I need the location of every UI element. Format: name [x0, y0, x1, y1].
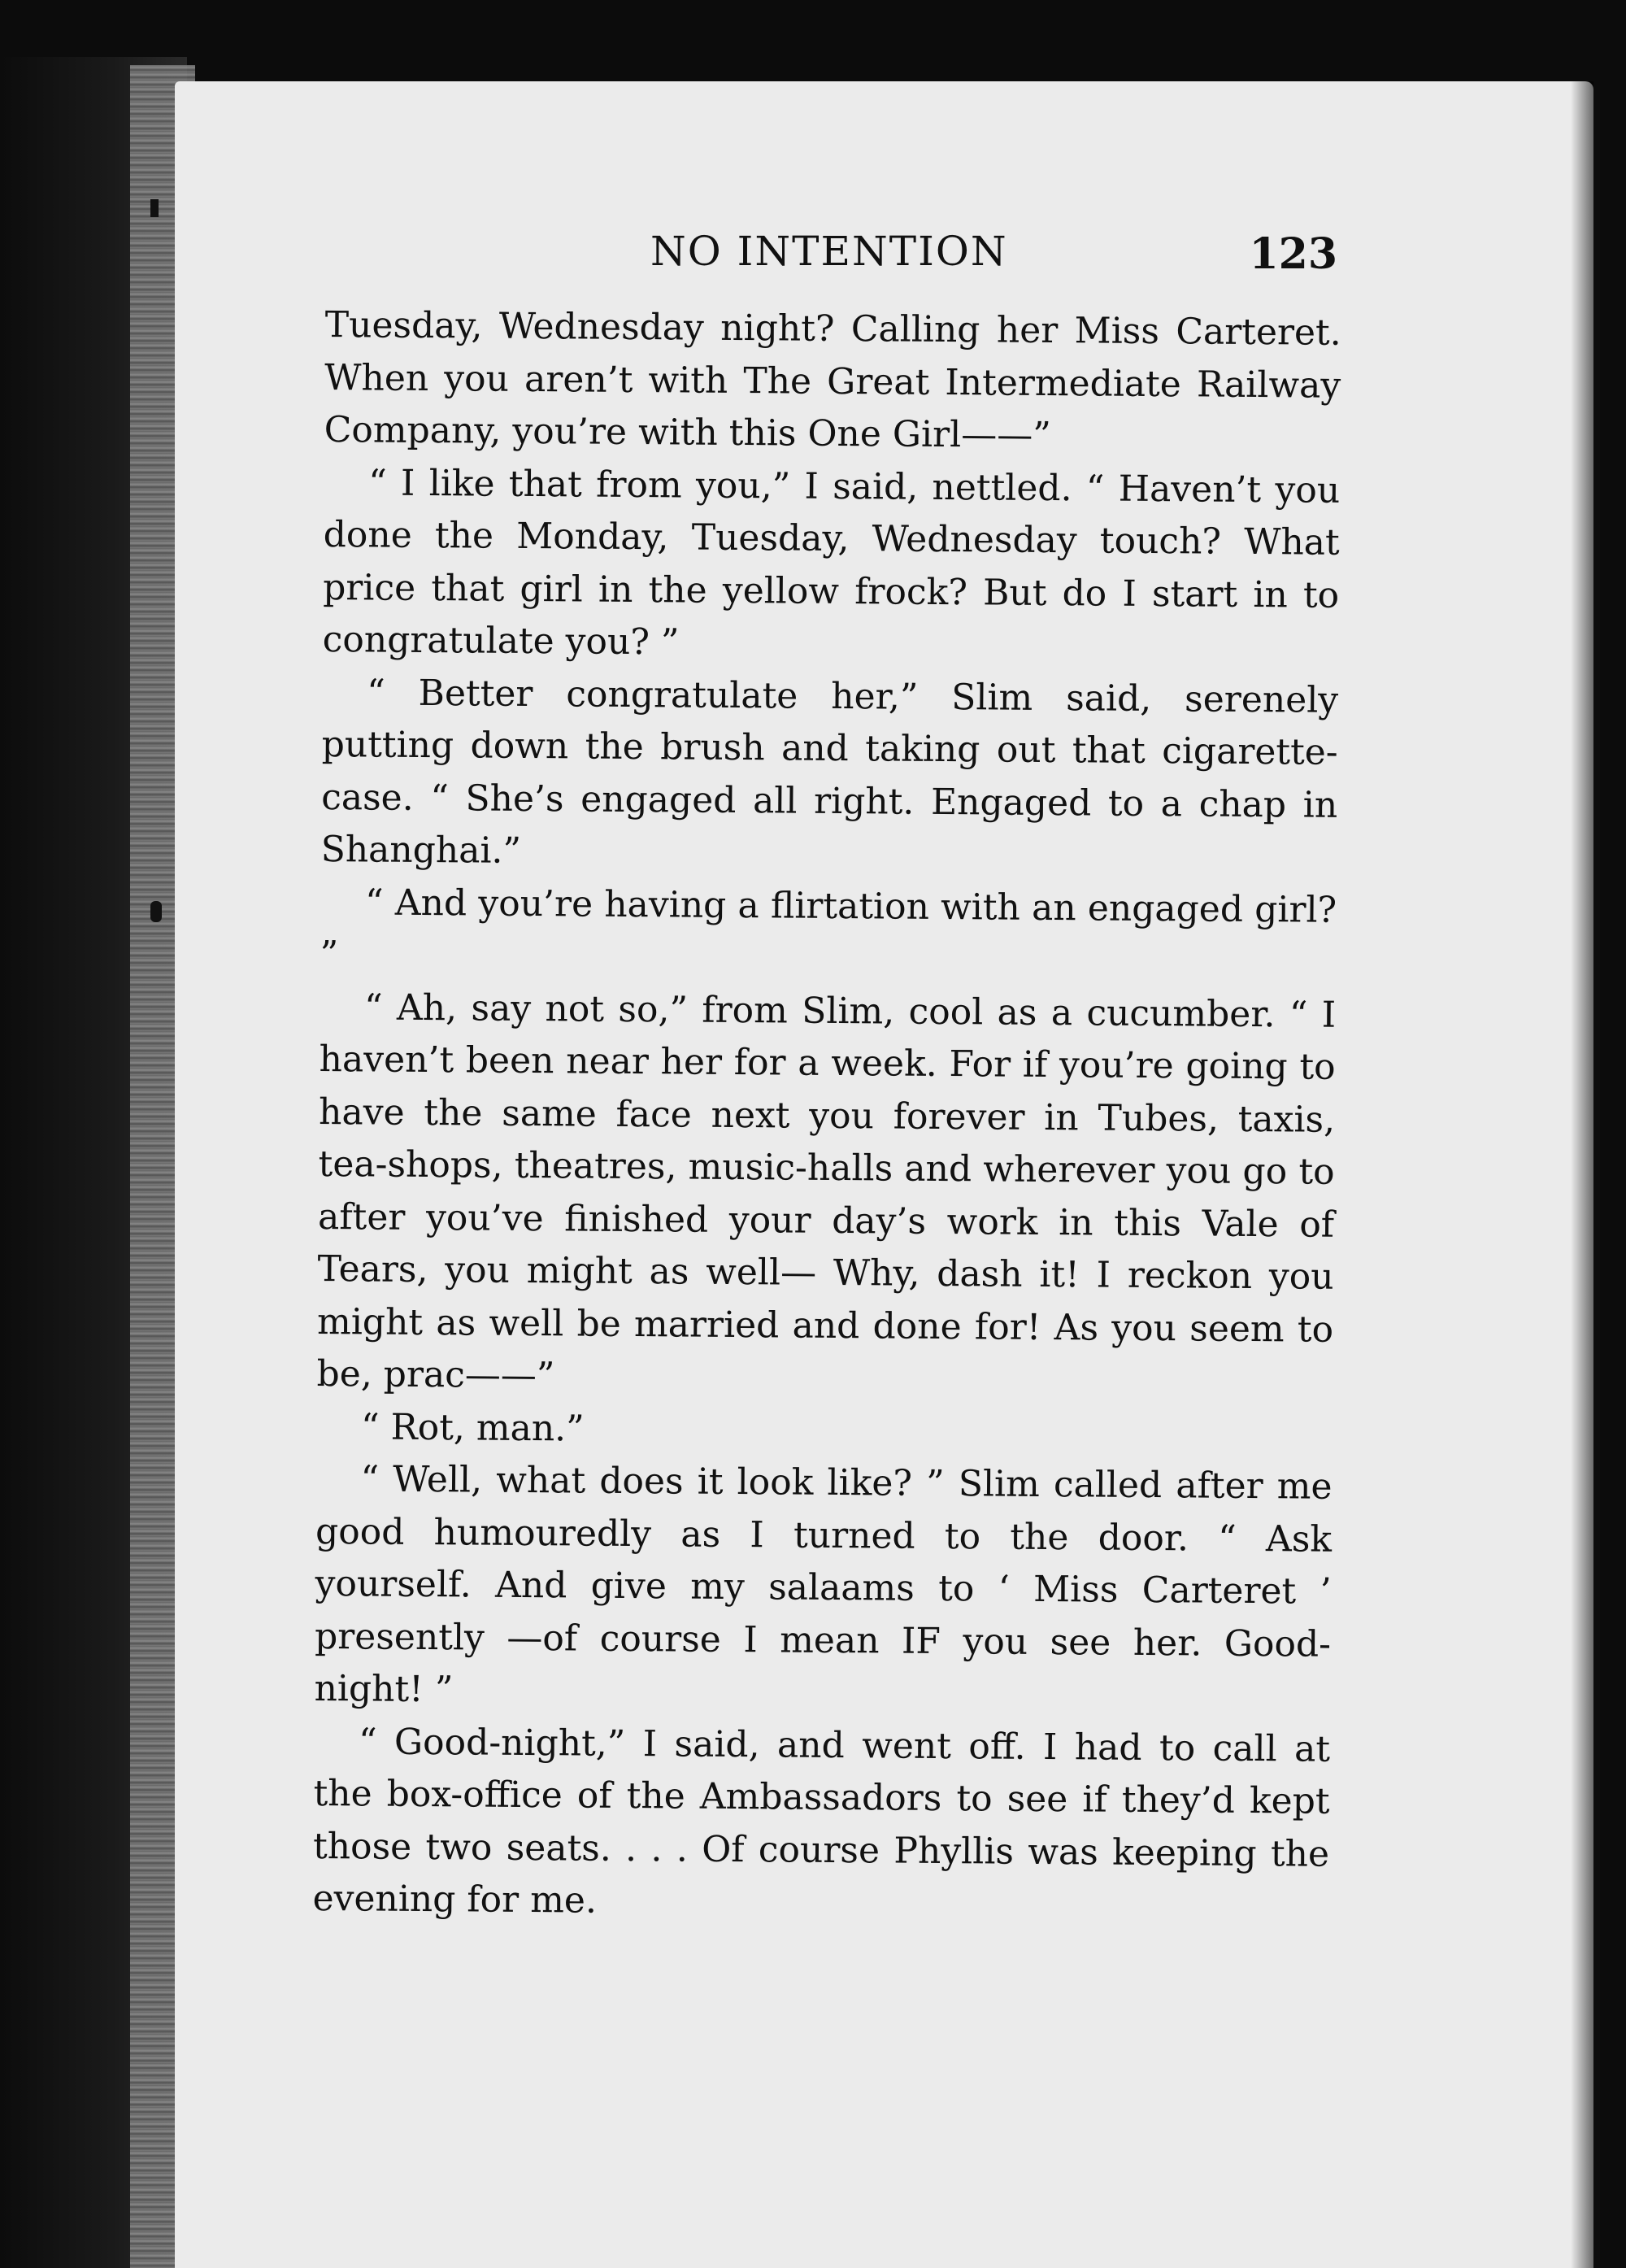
body-text	[312, 299, 1341, 1933]
paragraph: “ Rot, man.”	[360, 1405, 585, 1450]
page-edge-shadow	[1571, 81, 1593, 2268]
paragraph: “ Ah, say not so,” from Slim, cool as a cucumber. “ I haven’t been near her for a week. For if you’re going to have the same face next you forever in Tubes, taxis, tea-shops, theatres, music-halls and wherever you go to after you’ve finished your day’s work in this Vale of Tears, you might as well— Why, dash it! I reckon you might as well be married and done for! As you seem to be, prac——”	[316, 986, 1337, 1397]
paragraph: “ Well, what does it look like? ” Slim called after me good humouredly as I turned to the door. “ Ask yourself. And give my salaams to ‘ Miss Carteret ’ presently —of course I mean IF you see her. Good-night! ”	[314, 1458, 1333, 1711]
paragraph: “ Good-night,” I said, and went off. I had to call at the box-office of the Ambassadors to see if they’d kept those two seats. . . . Of course Phyllis was keeping the evening for me.	[312, 1720, 1331, 1922]
paragraph: Tuesday, Wednesday night? Calling her Miss Carteret. When you aren’t with The Great Intermediate Railway Company, you’re with this One Girl——”	[324, 303, 1341, 457]
paragraph: “ Better congratulate her,” Slim said, serenely putting down the brush and taking out that cigarette-case. “ She’s engaged all right. Engaged to a chap in Shanghai.”	[320, 671, 1339, 872]
page-number: 123	[1249, 229, 1337, 279]
paragraph: “ I like that from you,” I said, nettled. “ Haven’t you done the Monday, Tuesday, Wednesday touch? What price that girl in the yellow frock? But do I start in to congratulate you? ”	[322, 461, 1341, 664]
margin-mark	[150, 199, 159, 217]
paragraph: “ And you’re having a flirtation with an engaged girl? ”	[320, 881, 1337, 976]
margin-mark	[150, 901, 162, 922]
running-head: NO INTENTION	[650, 228, 1008, 275]
